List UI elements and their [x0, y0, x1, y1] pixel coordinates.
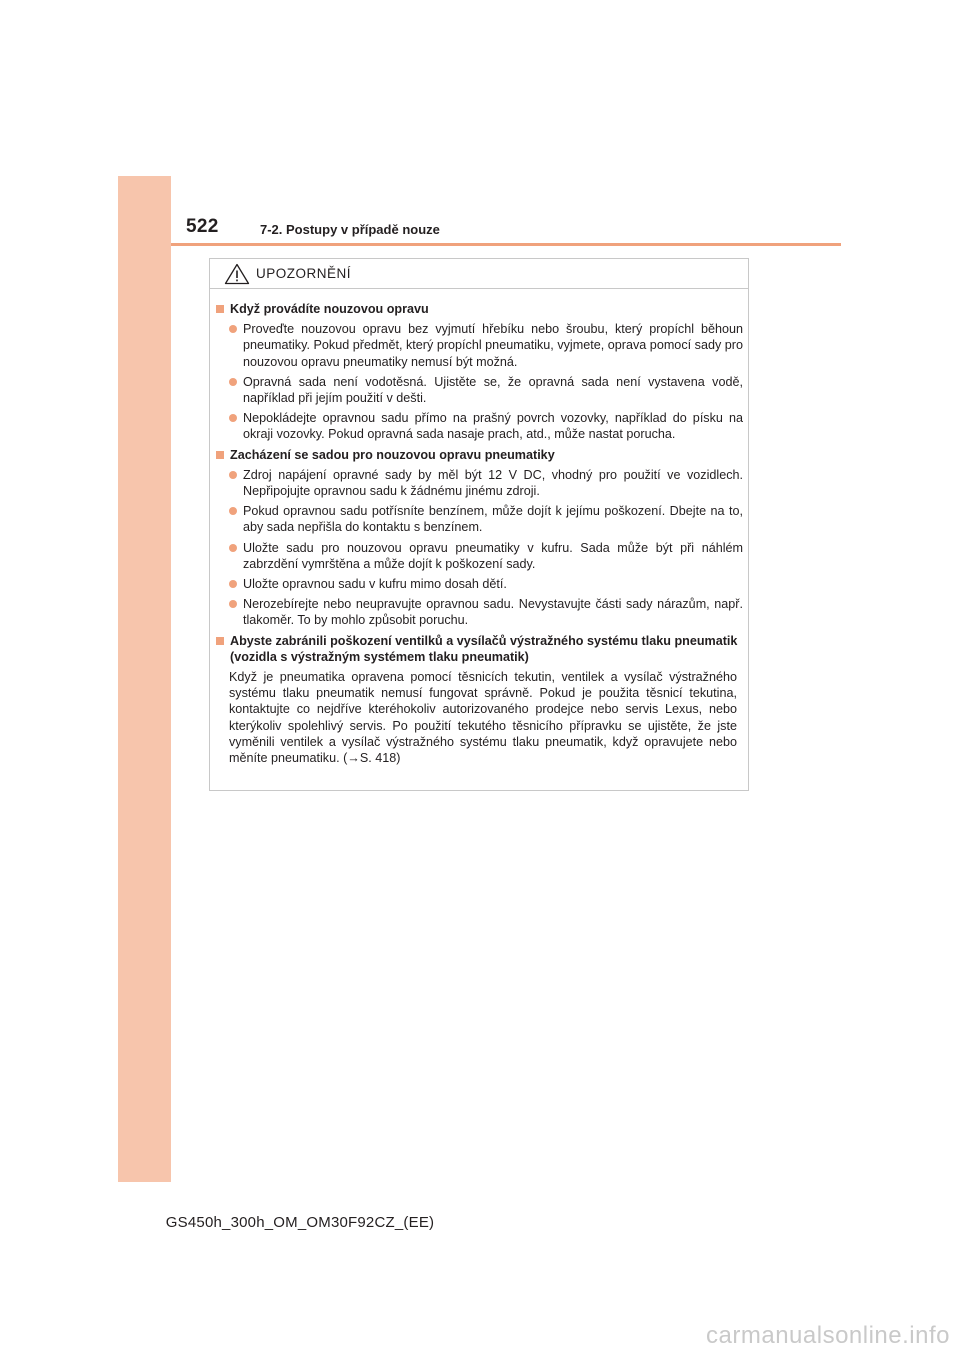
list-item: Proveďte nouzovou opravu bez vyjmutí hřebíku nebo šroubu, který propíchl běhoun pneumatiky. Pokud předmět, který propíchl pneumatiku, vyjmete, oprava pomocí sady pro nouzovou opravu pneumatiky nemusí být možná.: [215, 321, 743, 370]
watermark: carmanualsonline.info: [706, 1322, 950, 1349]
body-paragraph: Když je pneumatika opravena pomocí těsnicích tekutin, ventilek a vysílač výstražného systému tlaku pneumatik nemusí fungovat správně. Pokud je použita těsnicí tekutina, kontaktujte co nejdříve kteréhokoliv autorizovaného prodejce nebo servis Lexus, nebo kterýkoliv spolehlivý servis. Po použití tekutého těsnicího přípravku se ujistěte, že jste vyměnili ventilek a vysílač výstražného systému tlaku pneumatik, když opravujete nebo měníte pneumatiku. (→S. 418): [229, 670, 737, 766]
circle-bullet-icon: [229, 580, 237, 588]
list-item: Zdroj napájení opravné sady by měl být 12 V DC, vhodný pro použití ve vozidlech. Nepřipojujte opravnou sadu k žádnému jinému zdroji.: [215, 467, 743, 499]
square-bullet-icon: [216, 637, 224, 645]
group-title: Když provádíte nouzovou opravu: [215, 301, 743, 317]
circle-bullet-icon: [229, 471, 237, 479]
group-title: Abyste zabránili poškození ventilků a vysílačů výstražného systému tlaku pneumatik (vozidla s výstražným systémem tlaku pneumatik): [215, 633, 743, 665]
circle-bullet-icon: [229, 325, 237, 333]
list-item: Pokud opravnou sadu potřísníte benzínem, může dojít k jejímu poškození. Dbejte na to, aby sada nepřišla do kontaktu s benzínem.: [215, 503, 743, 535]
square-bullet-icon: [216, 451, 224, 459]
warning-title: UPOZORNĚNÍ: [256, 266, 352, 281]
footer-doc-code: GS450h_300h_OM_OM30F92CZ_(EE): [165, 1214, 435, 1231]
warning-triangle-icon: [224, 263, 250, 285]
side-color-band: [118, 176, 171, 1182]
circle-bullet-icon: [229, 544, 237, 552]
list-item: Uložte opravnou sadu v kufru mimo dosah dětí.: [215, 576, 743, 592]
page-number: 522: [186, 216, 219, 237]
list-item: Opravná sada není vodotěsná. Ujistěte se, že opravná sada není vystavena vodě, například při jejím použití v dešti.: [215, 374, 743, 406]
warning-box: [209, 258, 749, 791]
circle-bullet-icon: [229, 507, 237, 515]
circle-bullet-icon: [229, 600, 237, 608]
list-item: Nerozebírejte nebo neupravujte opravnou sadu. Nevystavujte části sady nárazům, např. tlakoměr. To by mohlo způsobit poruchu.: [215, 596, 743, 628]
warning-header: [210, 259, 748, 289]
circle-bullet-icon: [229, 414, 237, 422]
warning-body: [210, 289, 748, 766]
square-bullet-icon: [216, 305, 224, 313]
list-item: Nepokládejte opravnou sadu přímo na prašný povrch vozovky, například do písku na okraji vozovky. Pokud opravná sada nasaje prach, atd., může nastat porucha.: [215, 410, 743, 442]
list-item: Uložte sadu pro nouzovou opravu pneumatiky v kufru. Sada může být při náhlém zabrzdění vymrštěna a může dojít k poškození sady.: [215, 540, 743, 572]
group-title: Zacházení se sadou pro nouzovou opravu pneumatiky: [215, 447, 743, 463]
circle-bullet-icon: [229, 378, 237, 386]
section-title: 7-2. Postupy v případě nouze: [260, 222, 440, 237]
header-rule: [171, 243, 841, 246]
